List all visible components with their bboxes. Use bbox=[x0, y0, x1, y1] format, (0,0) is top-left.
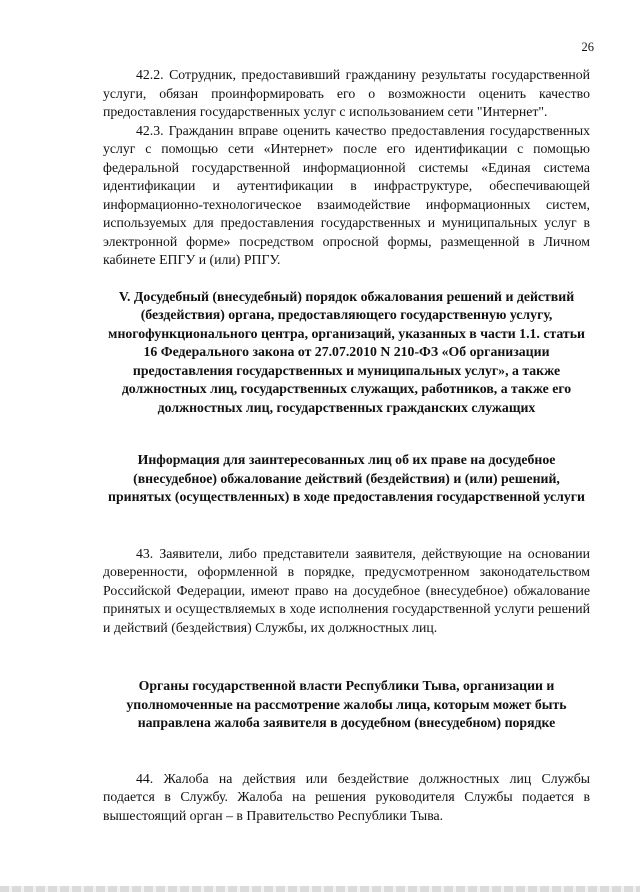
authorities-subheading: Органы государственной власти Республики Тыва, организации и уполномоченные на рассмотрение жалобы лица, которым может быть направлена жалоба заявителя в досудебном (внесудебном) порядке bbox=[126, 678, 567, 730]
paragraph-44: 44. Жалоба на действия или бездействие должностных лиц Службы подается в Службу. Жалоба на решения руководителя Службы подается в вышестоящий орган – в Правительство Республики Тыва. bbox=[103, 770, 590, 823]
section-v-heading: V. Досудебный (внесудебный) порядок обжалования решений и действий (бездействия) органа, предоставляющего государственную услугу, многофункционального центра, организаций, указанных в части 1.1. статьи 16 Федерального закона от 27.07.2010 N 210-ФЗ «Об организации предоставления государственных и муниципальных услуг», а также должностных лиц, государственных служащих, работников, а также его должностных лиц, государственных гражданских служащих bbox=[108, 288, 585, 415]
document-body bbox=[103, 66, 590, 825]
paragraph-42-2: 42.2. Сотрудник, предоставивший гражданину результаты государственной услуги, обязан проинформировать его о возможности оценить качество предоставления государственных услуг с использованием сети "Интернет". bbox=[103, 67, 590, 119]
paragraph-42-3: 42.3. Гражданин вправе оценить качество предоставления государственных услуг с помощью сети «Интернет» после его идентификации с помощью федеральной государственной информационной системы «Единая система идентификации и аутентификации в инфраструктуре, обеспечивающей информационно-технологическое взаимодействие информационных систем, используемых для предоставления государственных и муниципальных услуг в электронной форме» посредством опросной формы, размещенной в Личном кабинете ЕПГУ и (или) РПГУ. bbox=[103, 122, 590, 267]
page-number: 26 bbox=[581, 40, 594, 54]
paragraph-43: 43. Заявители, либо представители заявителя, действующие на основании доверенности, оформленной в порядке, предусмотренном законодательством Российской Федерации, имеют право на досудебное (внесудебное) обжалование принятых и осуществляемых в ходе исполнения государственной услуги решений и действий (бездействия) Службы, их должностных лиц. bbox=[103, 545, 590, 635]
info-subheading: Информация для заинтересованных лиц об их праве на досудебное (внесудебное) обжалование действий (бездействия) и (или) решений, принятых (осуществленных) в ходе предоставления государственной услуги bbox=[108, 452, 585, 504]
scan-bottom-edge bbox=[0, 886, 640, 892]
